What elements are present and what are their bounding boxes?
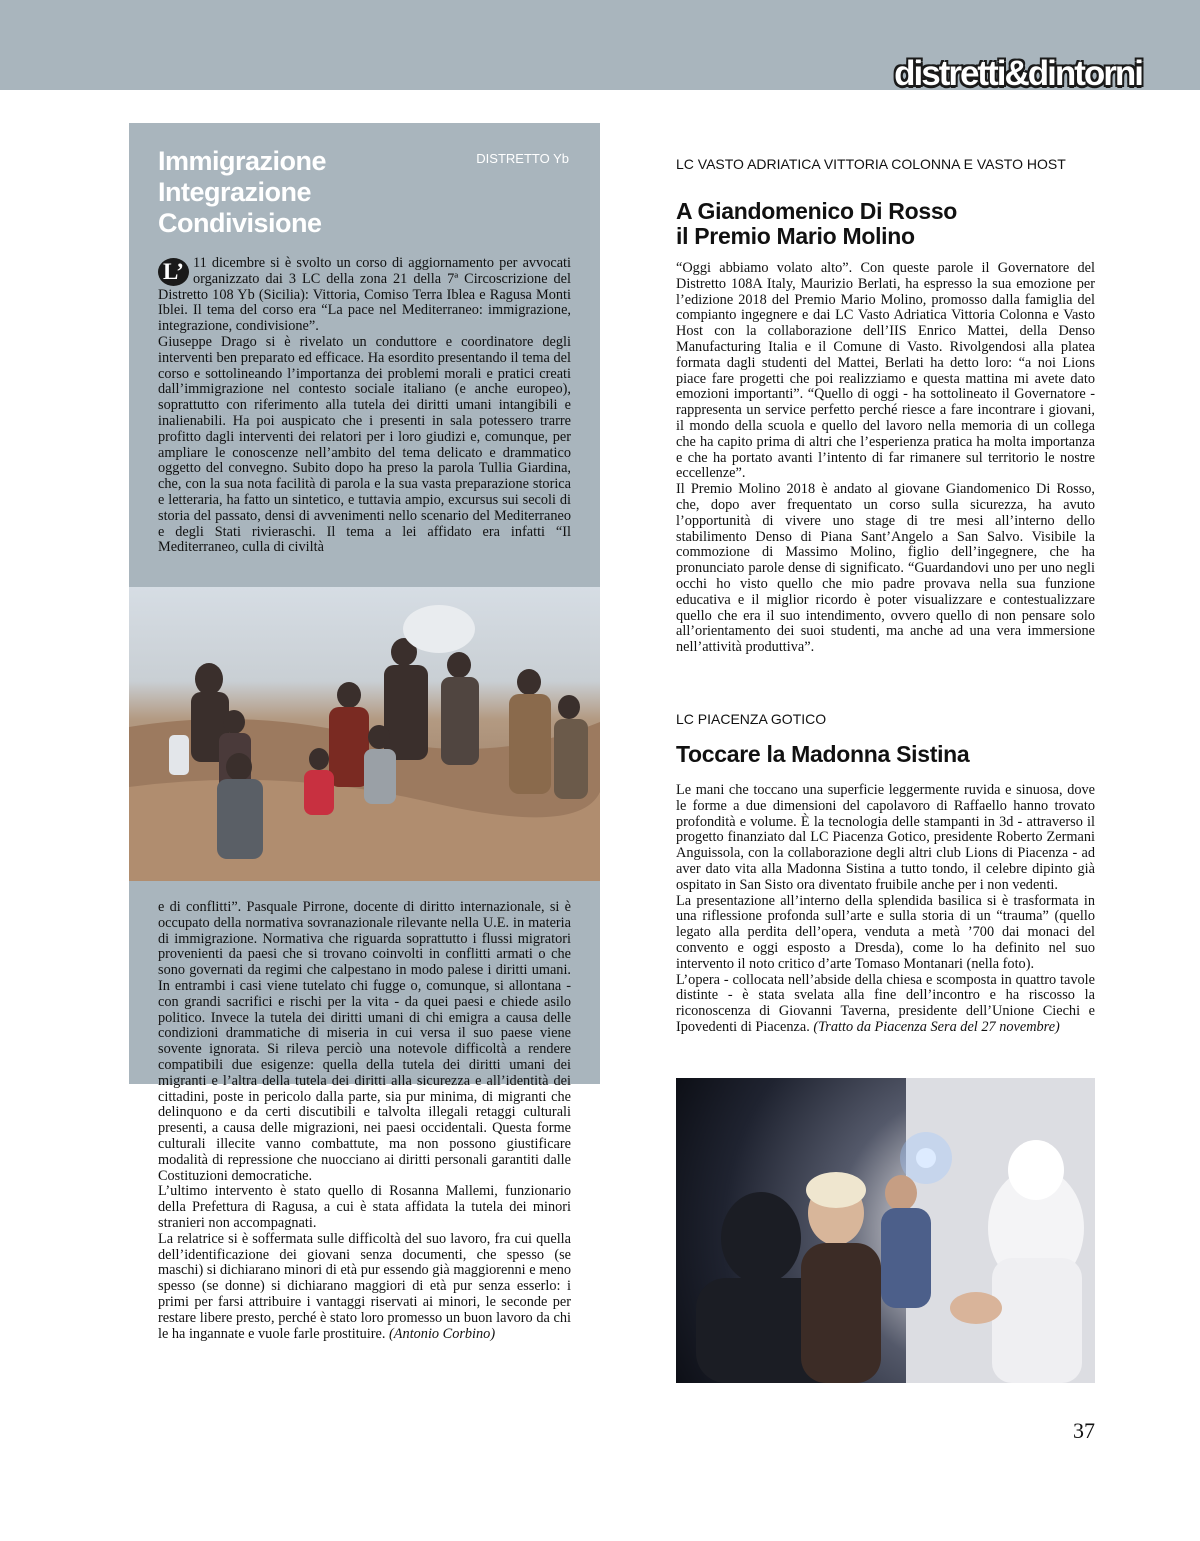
madonna-sistina-photo <box>676 1078 1095 1383</box>
paragraph: L’ultimo intervento è stato quello di Rosanna Mallemi, funzionario della Prefettura di Ragusa, a cui è stata affidata la tutela dei minori stranieri non accompagnati. <box>158 1183 571 1231</box>
title-line: Integrazione <box>158 177 312 207</box>
paragraph-text: L’opera - collocata nell’abside della chiesa e scomposta in quattro tavole distinte - è stata svelata alla fine dell’incontro e ha riscosso la riconoscenza di Giovanni Taverna, presidente dell’Unione Ciechi e Ipovedenti di Piacenza. <box>676 971 1095 1035</box>
paragraph: e di conflitti”. Pasquale Pirrone, docente di diritto internazionale, si è occupato della normativa sovranazionale rilevante nella U.E. in materia di immigrazione. Normativa che riguarda soprattutto i flussi migratori provenienti da paesi che si trovano coinvolti in conflitti armati o che sono governati da regimi che calpestano in modo palese i diritti umani. In entrambi i casi viene tutelato chi fugge o, comunque, si allontana - con grandi sacrifici e rischi per la vita - da quei paesi e chiede asilo politico. Invece la tutela dei diritti umani di chi emigra a causa delle condizioni drammatiche di miseria in cui versa il suo paese viene sovente ignorata. Si rileva perciò una notevole difficoltà a rendere compatibili due esigenze: quella della tutela dei diritti umani dei migranti e l’altra della tutela dei diritti alla sicurezza e all’identità dei cittadini, poste in pericolo dalla parte, sia pur minima, di migranti che delinquono e da certi discutibili e talvolta illegali retaggi culturali presenti, a causa delle migrazioni, nei paesi occidentali. Questa forme culturali illecite vanno combattute, ma non possono giustificare modalità di repressione che nuocciano ai diritti personali garantiti dalle Costituzioni democratiche. <box>158 899 571 1184</box>
left-article-district: DISTRETTO Yb <box>476 151 569 166</box>
page-number: 37 <box>1073 1418 1095 1443</box>
piacenza-kicker: LC PIACENZA GOTICO <box>676 711 827 727</box>
source-credit: (Tratto da Piacenza Sera del 27 novembre) <box>813 1018 1060 1035</box>
paragraph: “Oggi abbiamo volato alto”. Con queste parole il Governatore del Distretto 108A Italy, Maurizio Berlati, ha espresso la sua emozione per l’edizione 2018 del Premio Mario Molino, promosso dalla famiglia del compianto ingegnere e dai LC Vasto Adriatica Vittoria Colonna e Vasto Host con la collaborazione dell’IIS Enrico Mattei, della Denso Manufacturing Italia e il Comune di Vasto. Rivolgendosi alla platea formata dagli studenti del Mattei, Berlati ha detto loro: “a noi Lions piace fare progetti che poi realizziamo e questa mattina mi avete dato emozioni importanti”. “Quello di oggi - ha sottolineato il Governatore - rappresenta un service perfetto perché riesce a fare incontrare i giovani, il mondo della scuola e quello del lavoro nella memoria di un collega che ha capito prima di altri che l’esperienza pratica ha molta importanza e che ha portato avanti l’intento di far rimanere sul territorio le nostre eccellenze”. <box>676 260 1095 482</box>
vasto-kicker: LC VASTO ADRIATICA VITTORIA COLONNA E VASTO HOST <box>676 156 1066 172</box>
left-article-text-top <box>158 256 571 586</box>
vasto-headline <box>676 199 1095 249</box>
section-title: distretti&dintorni <box>894 54 1142 93</box>
refugees-photo <box>129 587 600 881</box>
piacenza-body <box>676 783 1095 1068</box>
paragraph <box>676 973 1095 1036</box>
signature: (Antonio Corbino) <box>389 1325 496 1342</box>
paragraph-text: La relatrice si è soffermata sulle difficoltà del suo lavoro, fra cui quella dell’identificazione dei giovani senza documenti, che spesso (se maschi) si dichiarano minori di età pur essendo già maggiorenni e meno spesso (se donne) si dichiarano maggiori di età pur senza esserlo: i primi per farsi attribuire i vantaggi riservati ai minori, le seconde per restare libere presto, perché è stato loro promesso un buon lavoro da chi le ha ingannate e vuole farle prostituire. <box>158 1230 571 1342</box>
vasto-body <box>676 261 1095 681</box>
left-article-title <box>158 146 458 239</box>
paragraph: Giuseppe Drago si è rivelato un conduttore e coordinatore degli interventi ben preparato ed efficace. Ha esordito presentando il tema del corso e sottolineando l’importanza dei problemi morali e pratici creati dall’immigrazione nel contesto sociale italiano (e anche europeo), soprattutto con riferimento alla tutela dei diritti umani intangibili e inalienabili. Ha poi auspicato che i presenti in sala potessero trarre profitto dagli interventi dei relatori per i loro giudizi e, comunque, per ampliare le conoscenze nell’ambito del tema delicato e drammatico oggetto del convegno. Subito dopo ha preso la parola Tullia Giardina, che, con la sua nota facilità di parola e la sua vasta preparazione storica e letteraria, ha fatto un sintetico, e tuttavia ampio, excursus sui secoli di storia del passato, densi di avvenimenti nello scenario del Mediterraneo e degli Stati rivieraschi. Il tema a lei affidato era infatti “Il Mediterraneo, culla di civiltà <box>158 333 571 556</box>
headline-line: il Premio Mario Molino <box>676 223 915 249</box>
dropcap: L’ <box>158 258 189 286</box>
lead-paragraph <box>158 256 571 335</box>
headline-line: Toccare la Madonna Sistina <box>676 741 970 767</box>
lead-text: 11 dicembre si è svolto un corso di aggiornamento per avvocati organizzato dai 3 LC della zona 21 della 7ª Circoscrizione del Distretto 108 Yb (Sicilia): Vittoria, Comiso Terra Iblea e Ragusa Monti Iblei. Il tema del corso era “La pace nel Mediterraneo: immigrazione, integrazione, condivisione”. <box>158 255 571 335</box>
piacenza-headline <box>676 742 1095 767</box>
madonna-sistina-photo-illustration <box>676 1078 1095 1383</box>
refugees-photo-illustration <box>129 587 600 881</box>
paragraph: La presentazione all’interno della splendida basilica si è trasformata in una riflessione profonda sull’arte e sulla storia di un “trauma” (quello legato alla perdita dell’opera, venduta a metà ’700 dai monaci del convento e oggi esposto a Dresda), come lo ha definito nel suo intervento il noto critico d’arte Tomaso Montanari (nella foto). <box>676 892 1095 972</box>
left-article-text-bottom <box>158 899 571 1342</box>
paragraph: Il Premio Molino 2018 è andato al giovane Giandomenico Di Rosso, che, dopo aver frequentato un corso sulla sicurezza, ha avuto l’opportunità di vivere uno stage di tre mesi all’interno dello stabilimento Denso di Piana Sant’Angelo a San Salvo. Visibile la commozione di Massimo Molino, figlio dell’ingegnere, che ha pronunciato parole dense di significato. “Guardandovi uno per uno negli occhi ho visto quello che mio padre provava nella sua funzione educativa e il miglior ricordo è poter visualizzare e contestualizzare quello che era il suo intendimento, ovvero quello di non pensare solo all’orientamento dei suoi studenti, ma anche ad una vera immersione nell’attività produttiva”. <box>676 481 1095 656</box>
title-line: Condivisione <box>158 208 322 238</box>
paragraph: Le mani che toccano una superficie leggermente ruvida e sinuosa, dove le forme a due dimensioni del capolavoro di Raffaello hanno trovato profondità e volume. È la tecnologia delle stampanti in 3d - attraverso il progetto finanziato dal LC Piacenza Gotico, presidente Roberto Zermani Anguissola, con la collaborazione degli altri club Lions di Piacenza - ad aver dato vita alla Madonna Sistina a tutto tondo, il celebre dipinto già ospitato in San Sisto ora diventato fruibile anche per i non vedenti. <box>676 782 1095 893</box>
paragraph <box>158 1232 571 1343</box>
title-line: Immigrazione <box>158 146 327 176</box>
headline-line: A Giandomenico Di Rosso <box>676 198 958 224</box>
